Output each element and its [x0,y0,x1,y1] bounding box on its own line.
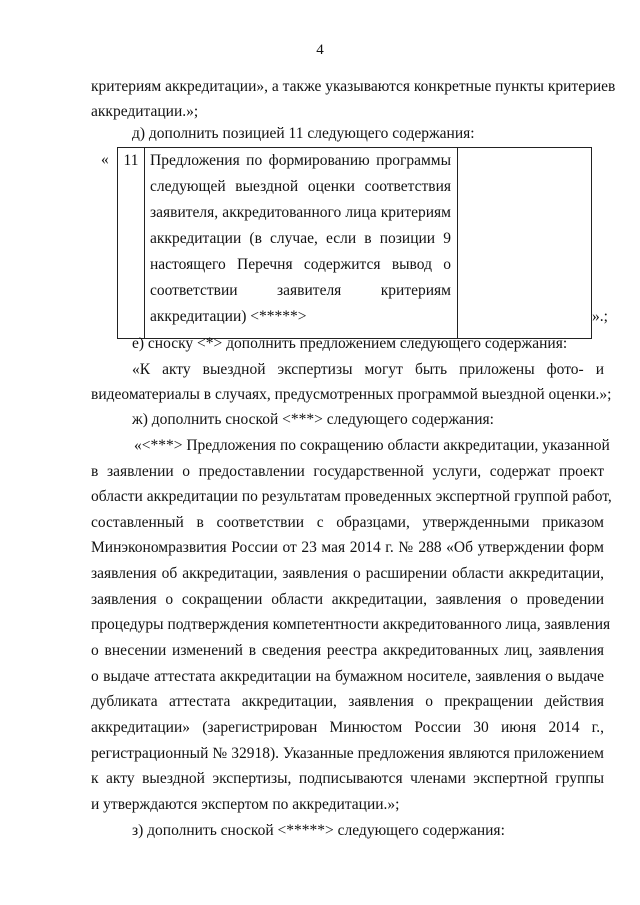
footnote-line: дубликата аттестата аккредитации, заявления о прекращении действия [91,693,604,710]
position-text-line: заявителя, аккредитованного лица критериям [150,204,451,221]
position-text-line: аккредитации) <*****> [150,308,307,325]
footnote-line: о выдаче аттестата аккредитации на бумажном носителе, заявления о выдаче [91,668,604,685]
footnote-line: заявления о сокращении области аккредитации, заявления о проведении [91,591,604,608]
footnote-line: составленный в соответствии с образцами, утвержденными приказом [91,514,604,531]
footnote-line: «<***> Предложения по сокращению области аккредитации, указанной [134,437,610,454]
footnote-line: аккредитации» (зарегистрирован Минюстом России 30 июня 2014 г., [91,719,604,736]
inserted-position-table [117,147,592,339]
footnote-line: Минэкономразвития России от 23 мая 2014 г. № 288 «Об утверждении форм [91,539,604,556]
footnote-line: регистрационный № 32918). Указанные предложения являются приложением [91,745,604,762]
item-zh-heading: ж) дополнить сноской <***> следующего содержания: [132,411,494,428]
position-text-line: настоящего Перечня содержится вывод о [150,256,451,273]
position-number-cell [118,148,145,339]
item-z-heading: з) дополнить сноской <*****> следующего содержания: [132,822,505,839]
item-e-text-line-2: видеоматериалы в случаях, предусмотренных программой выездной оценки.»; [91,386,612,403]
page-number: 4 [316,42,324,58]
item-d-heading: д) дополнить позицией 11 следующего содержания: [132,125,475,142]
intro-line-2: аккредитации.»; [91,103,199,120]
position-text-line: аккредитации (в случае, если в позиции 9 [150,230,451,247]
footnote-line: процедуры подтверждения компетентности аккредитованного лица, заявления [91,616,611,633]
position-empty-cell [458,148,592,339]
table-close-quote: ».; [592,308,608,325]
footnote-line: к акту выездной экспертизы, подписываются членами экспертной группы [91,770,604,787]
intro-line-1: критериям аккредитации», а также указываются конкретные пункты критериев [91,78,616,95]
position-text-line: Предложения по формированию программы [150,152,451,169]
table-open-quote: « [101,151,109,168]
footnote-line: в заявлении о предоставлении государственной услуги, содержат проект [91,463,604,480]
footnote-line: о внесении изменений в сведения реестра аккредитованных лиц, заявления [91,642,604,659]
item-e-heading: е) сноску <*> дополнить предложением следующего содержания: [132,335,568,352]
item-e-text-line-1: «К акту выездной экспертизы могут быть приложены фото- и [132,361,604,378]
position-number: 11 [123,152,139,169]
footnote-line: заявления об аккредитации, заявления о расширении области аккредитации, [91,565,604,582]
position-text-cell [145,148,458,339]
table-row [118,148,592,339]
position-text-line: соответствии заявителя критериям [150,282,451,299]
footnote-line: области аккредитации по результатам проведенных экспертной группой работ, [91,488,612,505]
position-text-line: следующей выездной оценки соответствия [150,178,451,195]
footnote-line: и утверждаются экспертом по аккредитации.»; [91,796,400,813]
